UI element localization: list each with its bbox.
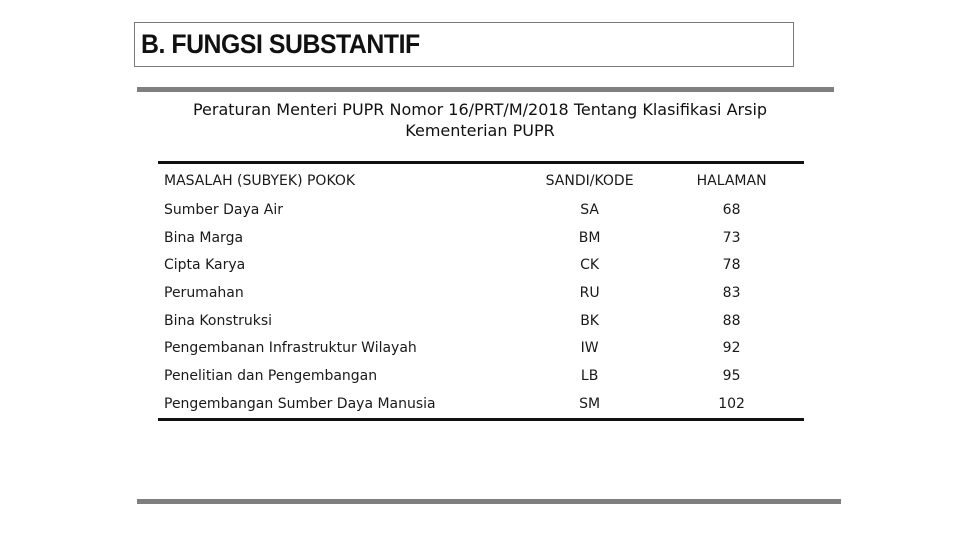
cell-code: LB <box>580 367 599 384</box>
subtitle-line-1: Peraturan Menteri PUPR Nomor 16/PRT/M/2018 Tentang Klasifikasi Arsip <box>192 100 768 119</box>
cell-page: 83 <box>722 284 741 301</box>
table-row <box>158 251 804 279</box>
cell-subject: Perumahan <box>164 284 244 301</box>
cell-page: 88 <box>722 312 741 329</box>
cell-code: BM <box>578 229 601 246</box>
subtitle-line-2: Kementerian PUPR <box>405 121 555 140</box>
table-header-row <box>158 163 804 197</box>
table-row <box>158 224 804 252</box>
cell-code: CK <box>580 257 600 274</box>
cell-page: 102 <box>718 395 745 412</box>
cell-code: RU <box>579 284 600 301</box>
table-row <box>158 390 804 419</box>
cell-code: IW <box>580 340 599 357</box>
cell-subject: Sumber Daya Air <box>164 201 283 218</box>
cell-code: SA <box>580 201 599 218</box>
table-row <box>158 307 804 335</box>
cell-page: 73 <box>722 229 741 246</box>
header-code: SANDI/KODE <box>545 173 634 189</box>
table-row <box>158 334 804 362</box>
cell-code: SM <box>579 395 601 412</box>
table-row <box>158 279 804 307</box>
slide-title: B. FUNGSI SUBSTANTIF <box>141 29 420 59</box>
cell-subject: Penelitian dan Pengembangan <box>164 367 378 384</box>
cell-subject: Bina Konstruksi <box>164 312 273 329</box>
header-page: HALAMAN <box>696 173 767 189</box>
top-divider <box>137 87 834 92</box>
classification-table <box>158 161 804 421</box>
cell-page: 92 <box>722 340 741 357</box>
cell-subject: Pengembanan Infrastruktur Wilayah <box>164 340 417 357</box>
subtitle <box>160 99 800 141</box>
cell-page: 68 <box>722 201 741 218</box>
cell-subject: Cipta Karya <box>164 257 246 274</box>
table-row <box>158 362 804 390</box>
cell-page: 78 <box>722 257 741 274</box>
cell-subject: Bina Marga <box>164 229 244 246</box>
bottom-divider <box>137 499 841 504</box>
cell-code: BK <box>580 312 599 329</box>
cell-page: 95 <box>722 367 741 384</box>
cell-subject: Pengembangan Sumber Daya Manusia <box>164 395 436 412</box>
header-subject: MASALAH (SUBYEK) POKOK <box>164 173 356 189</box>
slide-title-box <box>134 22 794 67</box>
table-row <box>158 196 804 224</box>
